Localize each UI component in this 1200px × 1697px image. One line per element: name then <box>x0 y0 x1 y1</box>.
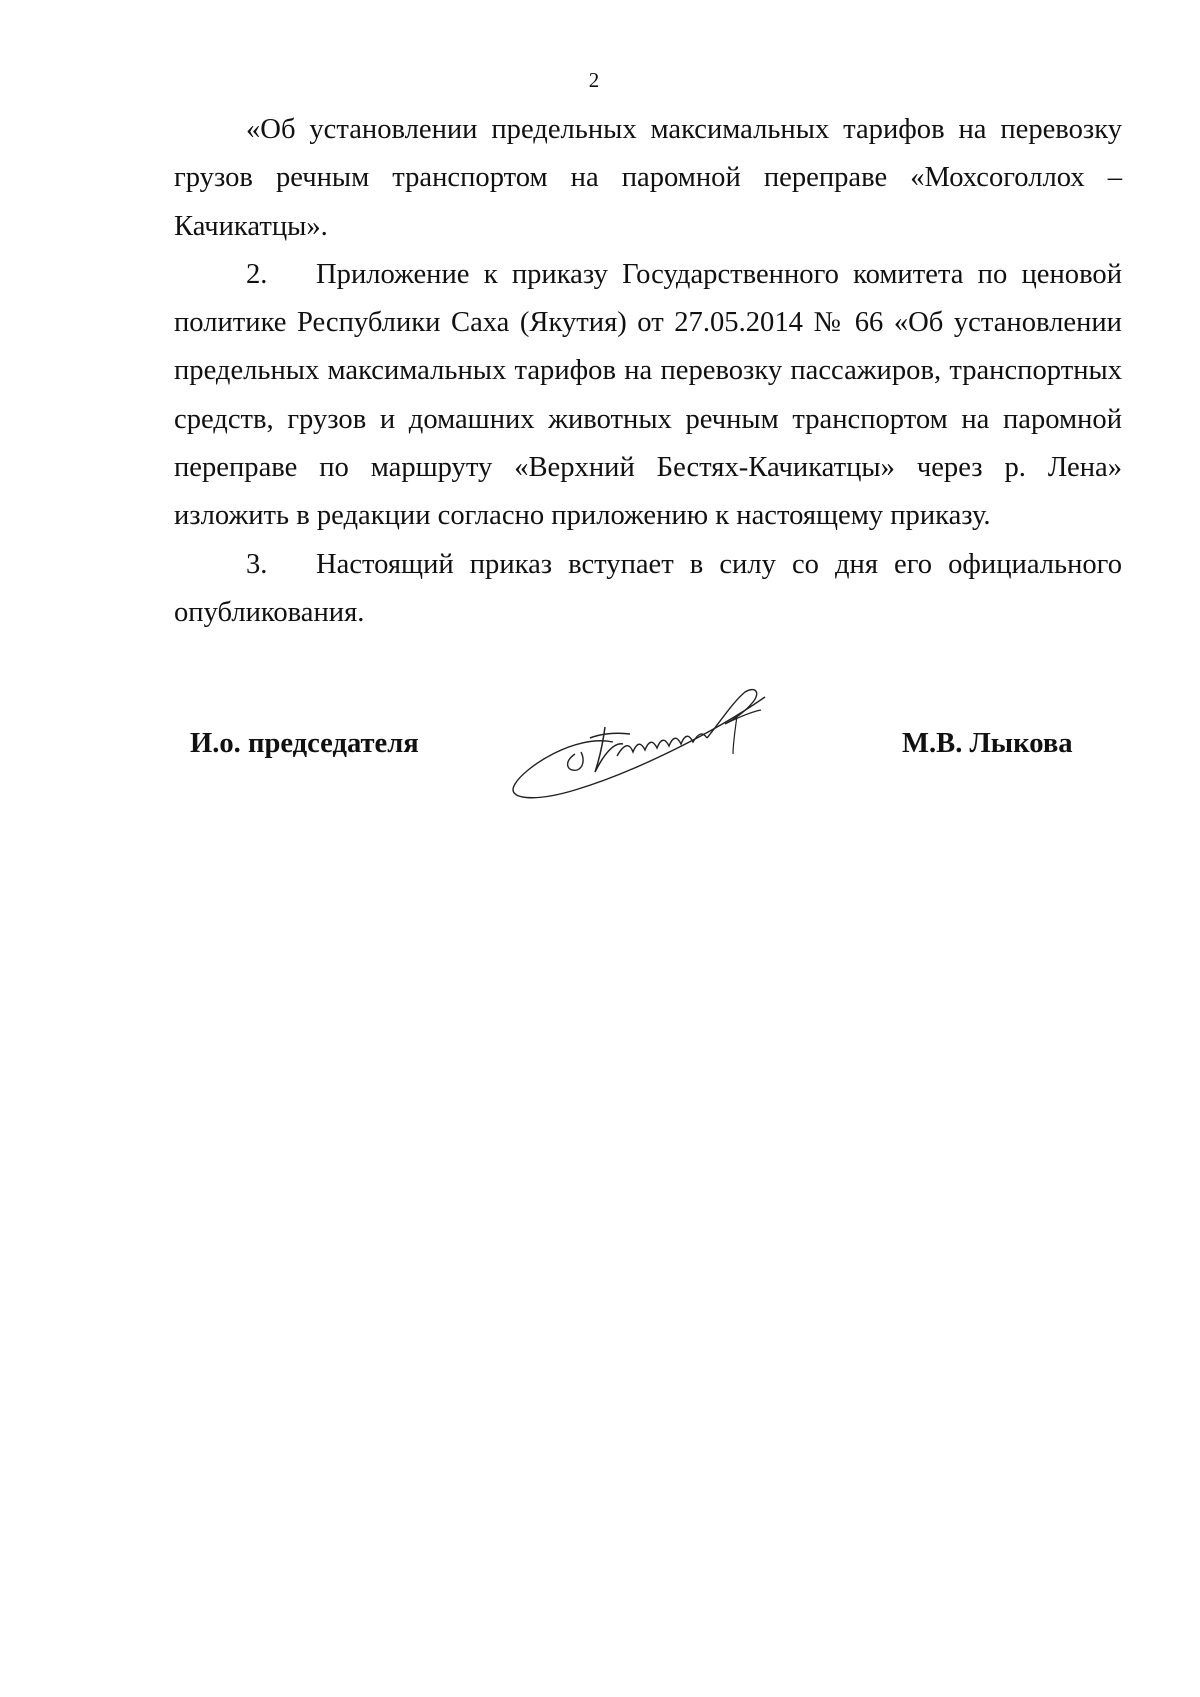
signature-block <box>0 728 1200 848</box>
paragraph-item-2 <box>174 251 1122 541</box>
signatory-title: И.о. председателя <box>190 728 419 759</box>
item-text: Настоящий приказ вступает в силу со дня его официального опубликования. <box>174 548 1122 628</box>
item-number: 3. <box>246 548 268 580</box>
paragraph-item-3 <box>174 541 1122 638</box>
item-text: Приложение к приказу Государственного комитета по ценовой политике Республики Саха (Якутия) от 27.05.2014 № 66 «Об установлении предельных максимальных тарифов на перевозку пассажиров, транспортных средств, грузов и домашних животных речным транспортом на паромной переправе по маршруту «Верхний Бестях-Качикатцы» через р. Лена» изложить в редакции согласно приложению к настоящему приказу. <box>174 258 1122 532</box>
handwritten-signature <box>505 672 795 802</box>
item-number: 2. <box>246 258 268 290</box>
paragraph-continuation: «Об установлении предельных максимальных тарифов на перевозку грузов речным транспортом на паромной переправе «Мохсоголлох – Качикатцы». <box>174 114 1122 242</box>
signatory-name: М.В. Лыкова <box>902 728 1073 759</box>
document-body <box>174 106 1122 637</box>
page-number: 2 <box>588 68 600 92</box>
signature-icon <box>505 672 795 802</box>
